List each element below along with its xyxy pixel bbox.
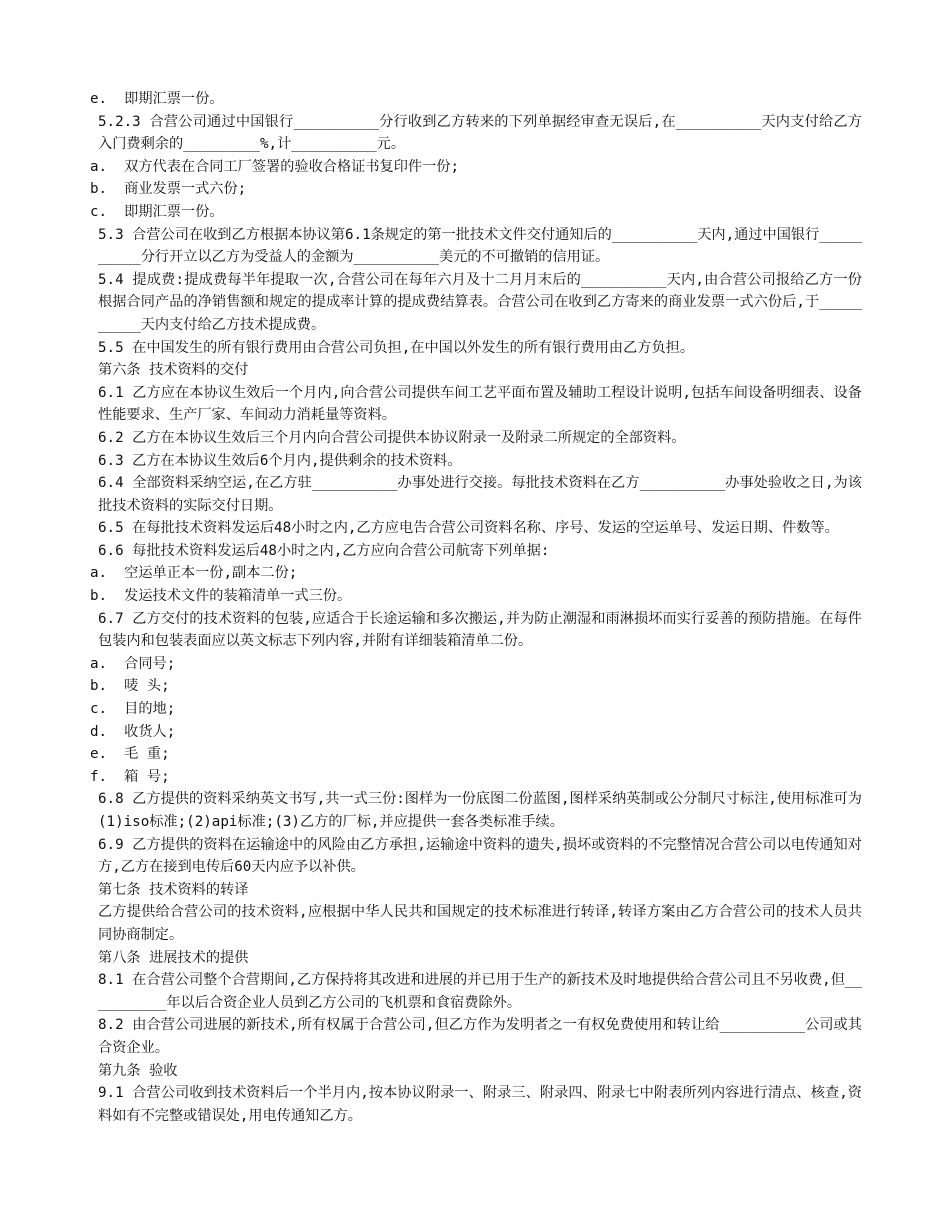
- clause-6-6: 6.6 每批技术资料发运后48小时之内,乙方应向合营公司航寄下列单据:: [98, 542, 550, 559]
- clause-6-8: 6.8 乙方提供的资料采纳英文书写,共一式三份:图样为一份底图二份蓝图,图样采纳英制或公分制尺寸标注,使用标准可为(1)iso标准;(2)api标准;(3)乙方的厂标,并应提供一套各类标准手续。: [98, 791, 862, 830]
- item-d-consignee: d. 收货人;: [90, 723, 176, 740]
- article-7-body: 乙方提供给合营公司的技术资料,应根据中华人民共和国规定的技术标准进行转译,转译方案由乙方合营公司的技术人员共同协商制定。: [98, 904, 862, 943]
- clause-5-2-3: 5.2.3 合营公司通过中国银行__________分行收到乙方转来的下列单据经审查无误后,在__________天内支付给乙方入门费剩余的_________%,计__________元。: [98, 113, 862, 153]
- article-9-heading: 第九条 验收: [98, 1062, 178, 1079]
- item-f-case-number: f. 箱 号;: [90, 768, 170, 785]
- item-e-gross-weight: e. 毛 重;: [90, 746, 170, 763]
- article-8-heading: 第八条 进展技术的提供: [98, 949, 249, 966]
- clause-6-4: 6.4 全部资料采纳空运,在乙方驻__________办事处进行交接。每批技术资料在乙方__________办事处验收之日,为该批技术资料的实际交付日期。: [98, 475, 862, 514]
- clause-8-2: 8.2 由合营公司进展的新技术,所有权属于合营公司,但乙方作为发明者之一有权免费使用和转让给__________公司或其合资企业。: [98, 1017, 862, 1056]
- item-a-contract-number: a. 合同号;: [90, 655, 176, 672]
- clause-6-1: 6.1 乙方应在本协议生效后一个月内,向合营公司提供车间工艺平面布置及辅助工程设计说明,包括车间设备明细表、设备性能要求、生产厂家、车间动力消耗量等资料。: [98, 384, 862, 424]
- item-a-acceptance-certificate: a. 双方代表在合同工厂签署的验收合格证书复印件一份;: [90, 158, 460, 175]
- clause-6-5: 6.5 在每批技术资料发运后48小时之内,乙方应电告合营公司资料名称、序号、发运的空运单号、发运日期、件数等。: [98, 520, 839, 537]
- article-7-heading: 第七条 技术资料的转译: [98, 881, 249, 898]
- clause-6-2: 6.2 乙方在本协议生效后三个月内向合营公司提供本协议附录一及附录二所规定的全部资料。: [98, 429, 686, 446]
- clause-6-9: 6.9 乙方提供的资料在运输途中的风险由乙方承担,运输途中资料的遗失,损坏或资料的不完整情况合营公司以电传通知对方,乙方在接到电传后60天内应予以补供。: [98, 836, 862, 876]
- clause-9-1: 9.1 合营公司收到技术资料后一个半月内,按本协议附录一、附录三、附录四、附录七中附表所列内容进行清点、核查,资料如有不完整或错误处,用电传通知乙方。: [98, 1085, 862, 1124]
- clause-5-4: 5.4 提成费:提成费每半年提取一次,合营公司在每年六月及十二月月末后的__________天内,由合营公司报给乙方一份根据合同产品的净销售额和规定的提成率计算的提成费结算表。合营公司在收到乙方寄来的商业发票一式六份后,于__________天内支付给乙方技术提成费。: [98, 271, 862, 333]
- clause-8-1: 8.1 在合营公司整个合营期间,乙方保持将其改进和进展的并已用于生产的新技术及时地提供给合营公司且不另收费,但__________年以后合资企业人员到乙方公司的飞机票和食宿费除外。: [98, 972, 862, 1011]
- clause-6-3: 6.3 乙方在本协议生效后6个月内,提供剩余的技术资料。: [98, 452, 462, 469]
- article-6-heading: 第六条 技术资料的交付: [98, 362, 249, 379]
- item-e-sight-draft: e. 即期汇票一份。: [90, 91, 224, 107]
- item-c-sight-draft: c. 即期汇票一份。: [90, 203, 224, 220]
- item-b-packing-list: b. 发运技术文件的装箱清单一式三份。: [90, 588, 352, 605]
- clause-6-7: 6.7 乙方交付的技术资料的包装,应适合于长途运输和多次搬运,并为防止潮湿和雨淋损坏而实行妥善的预防措施。在每件包装内和包装表面应以英文标志下列内容,并附有详细装箱清单二份。: [98, 610, 862, 650]
- item-a-airway-bill: a. 空运单正本一份,副本二份;: [90, 565, 298, 582]
- clause-5-3: 5.3 合营公司在收到乙方根据本协议第6.1条规定的第一批技术文件交付通知后的__________天内,通过中国银行__________分行开立以乙方为受益人的金额为__________美元的不可撤销的信用证。: [98, 226, 862, 266]
- item-b-shipping-mark: b. 唛 头;: [90, 678, 170, 695]
- item-b-commercial-invoice: b. 商业发票一式六份;: [90, 181, 247, 198]
- item-c-destination: c. 目的地;: [90, 701, 176, 718]
- clause-5-5: 5.5 在中国发生的所有银行费用由合营公司负担,在中国以外发生的所有银行费用由乙方负担。: [98, 339, 695, 356]
